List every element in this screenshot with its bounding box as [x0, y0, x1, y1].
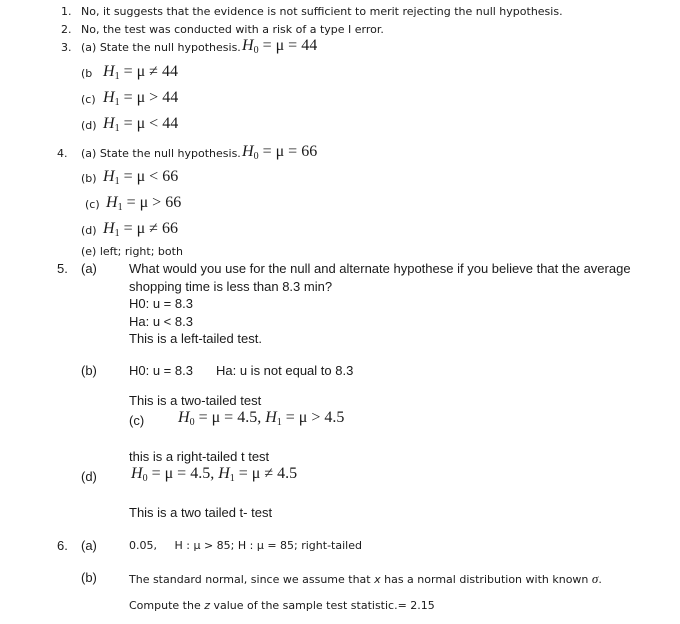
q6-b-label: (b) — [81, 570, 97, 585]
q5-a-label: (a) — [81, 261, 97, 276]
q6-a-answer: 0.05, H : μ > 85; H : μ = 85; right-tailed — [129, 539, 362, 552]
q3-a-label: (a) State the null hypothesis. — [81, 41, 241, 54]
q6-a-label: (a) — [81, 538, 97, 553]
q3-b-equation: $H_1 = \mu \ne 44$ — [103, 63, 178, 82]
q5-a-question-line1: What would you use for the null and alternate hypothese if you believe that the average — [129, 261, 631, 276]
q4-e-answer: (e) left; right; both — [81, 245, 183, 258]
q5-b-conclusion: This is a two-tailed test — [129, 393, 262, 408]
q4-b-label: (b) — [81, 172, 97, 185]
q4-d-equation: $H_1 = \mu \ne 66$ — [103, 220, 178, 239]
q3-d-equation: $H_1 = \mu < 44$ — [103, 115, 179, 134]
q5-b-null-hypothesis: H0: u = 8.3 — [129, 363, 193, 378]
q5-a-conclusion: This is a left-tailed test. — [129, 331, 262, 346]
item-number: 1. — [61, 5, 72, 18]
item-number: 2. — [61, 23, 72, 36]
item-number: 3. — [61, 41, 72, 54]
q5-b-label: (b) — [81, 363, 97, 378]
q4-d-label: (d) — [81, 224, 97, 237]
answer-1: No, it suggests that the evidence is not sufficient to merit rejecting the null hypothesis. — [81, 5, 563, 18]
q3-c-equation: $H_1 = \mu > 44$ — [103, 89, 179, 108]
q6-c-answer: Compute the z value of the sample test statistic.= 2.15 — [129, 599, 435, 612]
q4-b-equation: $H_1 = \mu < 66$ — [103, 168, 179, 187]
item-number: 6. — [57, 538, 68, 553]
q5-a-question-line2: shopping time is less than 8.3 min? — [129, 279, 333, 294]
q5-d-equation: $H_0 = \mu = 4.5$, $H_1 = \mu \ne 4.5$ — [131, 465, 298, 484]
q3-d-label: (d) — [81, 119, 97, 132]
q3-b-label: (b — [81, 67, 93, 80]
q4-c-label: (c) — [85, 198, 100, 211]
answer-2: No, the test was conducted with a risk of a type I error. — [81, 23, 384, 36]
q5-c-equation: $H_0 = \mu = 4.5$, $H_1 = \mu > 4.5$ — [178, 409, 345, 428]
q6-b-answer: The standard normal, since we assume that x has a normal distribution with known σ. — [129, 571, 602, 586]
item-number: 5. — [57, 261, 68, 276]
q5-c-label: (c) — [129, 413, 145, 428]
item-number: 4. — [57, 147, 68, 160]
q3-c-label: (c) — [81, 93, 96, 106]
q3-a-equation: $H_0 = \mu = 44$ — [242, 37, 318, 56]
q4-c-equation: $H_1 = \mu > 66$ — [106, 194, 182, 213]
q5-d-conclusion: This is a two tailed t- test — [129, 505, 273, 520]
q5-c-conclusion: this is a right-tailed t test — [129, 449, 270, 464]
q5-d-label: (d) — [81, 469, 97, 484]
q4-a-label: (a) State the null hypothesis. — [81, 147, 241, 160]
q5-b-alt-hypothesis: Ha: u is not equal to 8.3 — [216, 363, 354, 378]
q5-a-null-hypothesis: H0: u = 8.3 — [129, 296, 193, 311]
q4-a-equation: $H_0 = \mu = 66$ — [242, 143, 318, 162]
q5-a-alt-hypothesis: Ha: u < 8.3 — [129, 314, 193, 329]
